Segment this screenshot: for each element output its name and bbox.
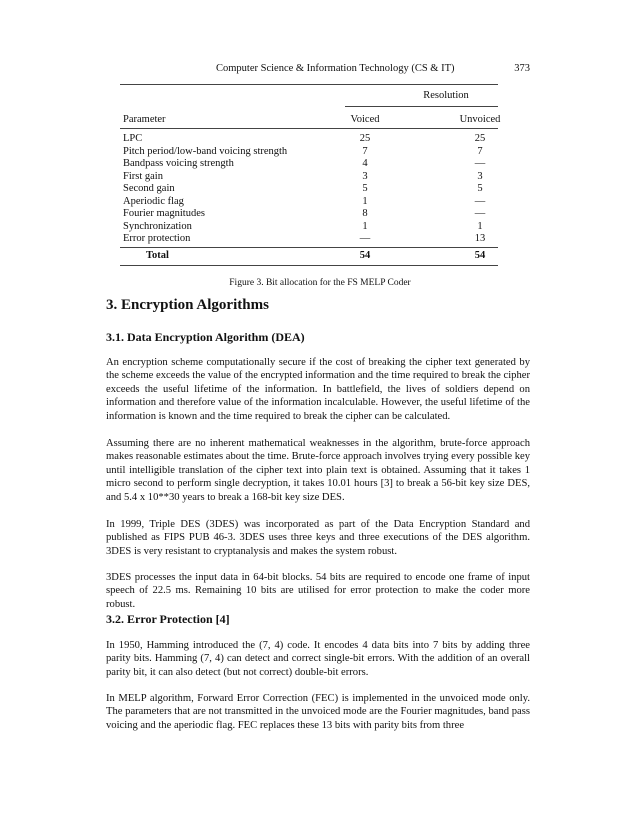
cell-total-label: Total [146,250,169,261]
cell-voiced: 1 [362,195,368,207]
table-bottom-rule [120,265,498,266]
cell-unvoiced: 1 [477,220,483,232]
cell-unvoiced: 7 [477,145,483,157]
table-row [120,146,498,159]
cell-parameter: Second gain [123,183,175,194]
cell-voiced: 1 [362,220,368,232]
cell-parameter: LPC [123,133,143,144]
cell-total-unvoiced: 54 [474,250,486,261]
paragraph: In 1999, Triple DES (3DES) was incorporated as part of the Data Encryption Standard and published as FIPS PUB 46-3. 3DES uses three keys and three executions of the DES algorithm. 3DES is very resistant to cryptanalysis and makes the system robust. [106,519,530,557]
paragraph: 3DES processes the input data in 64-bit blocks. 54 bits are required to encode one frame of input speech of 22.5 ms. Remaining 10 bits are utilised for error protection to make the coder more robust. [106,572,530,610]
cell-voiced: 4 [362,158,368,169]
header-unvoiced: Unvoiced [459,114,501,125]
resolution-underline [345,106,498,107]
cell-voiced: 25 [359,133,371,144]
cell-unvoiced: 3 [477,170,483,182]
page-number: 373 [514,63,530,74]
cell-unvoiced: 5 [477,183,483,194]
table-total-row [120,250,498,263]
table-row [120,171,498,184]
cell-unvoiced: 25 [474,133,486,144]
header-voiced: Voiced [350,114,380,125]
paragraph: Assuming there are no inherent mathematical weaknesses in the algorithm, brute-force approach makes reasonable estimates about the time. Brute-force approach involves trying every possible key until intelligible translation of the cipher text into plain text is obtained. Assuming that it takes 1 micro second to perform single decryption, it takes 10.01 hours [3] to break a 56-bit key size DES, and 5.4 x 10**30 years to break a 168-bit key size DES. [106,438,530,503]
header-parameter: Parameter [123,114,166,125]
cell-parameter: Error protection [123,233,191,244]
paragraph: An encryption scheme computationally secure if the cost of breaking the cipher text generated by the scheme exceeds the value of the encrypted information and the time required to break the cipher exceeds the useful lifetime of the information. In battlefield, the lives of soldiers depend on information and therefore value of the information incalculable. However, the useful lifetime of the information is known and the time required to break the cipher can be calculated. [106,357,530,422]
cell-unvoiced: 13 [474,233,486,244]
cell-voiced: 8 [362,208,368,219]
journal-title: Computer Science & Information Technology (CS & IT) [216,63,455,74]
table-top-rule [120,84,498,85]
cell-voiced: 5 [362,183,368,194]
cell-unvoiced: — [474,158,486,169]
total-top-rule [120,247,498,248]
cell-total-voiced: 54 [359,250,371,261]
paragraph: In 1950, Hamming introduced the (7, 4) code. It encodes 4 data bits into 7 bits by adding three parity bits. Hamming (7, 4) can detect and correct single-bit errors. With the addition of an overall parity bit, it can also detect (but not correct) double-bit errors. [106,640,530,678]
subsection-heading-dea: 3.1. Data Encryption Algorithm (DEA) [106,330,305,344]
cell-parameter: Fourier magnitudes [123,208,205,219]
table-row [120,133,498,146]
cell-voiced: 7 [362,145,368,157]
subsection-heading-error-protection: 3.2. Error Protection [4] [106,612,230,626]
table-row [120,208,498,221]
paragraph: In MELP algorithm, Forward Error Correction (FEC) is implemented in the unvoiced mode only. The parameters that are not transmitted in the unvoiced mode are the Fourier magnitudes, band pass voicing and the aperiodic flag. FEC replaces these 13 bits with parity bits from three [106,693,530,731]
cell-parameter: Aperiodic flag [123,195,184,207]
header-bottom-rule [120,128,498,129]
table-row [120,233,498,246]
cell-unvoiced: — [474,208,486,219]
cell-parameter: First gain [123,170,163,182]
table-row [120,221,498,234]
section-heading: 3. Encryption Algorithms [106,297,269,313]
cell-parameter: Pitch period/low-band voicing strength [123,145,288,157]
table-row [120,158,498,171]
table-row [120,183,498,196]
resolution-group-header: Resolution [423,90,469,101]
cell-voiced: 3 [362,170,368,182]
figure-caption: Figure 3. Bit allocation for the FS MELP Coder [229,278,411,288]
cell-parameter: Synchronization [123,220,192,232]
cell-voiced: — [359,233,371,244]
cell-unvoiced: — [474,195,486,207]
table-row [120,196,498,209]
cell-parameter: Bandpass voicing strength [123,158,234,169]
